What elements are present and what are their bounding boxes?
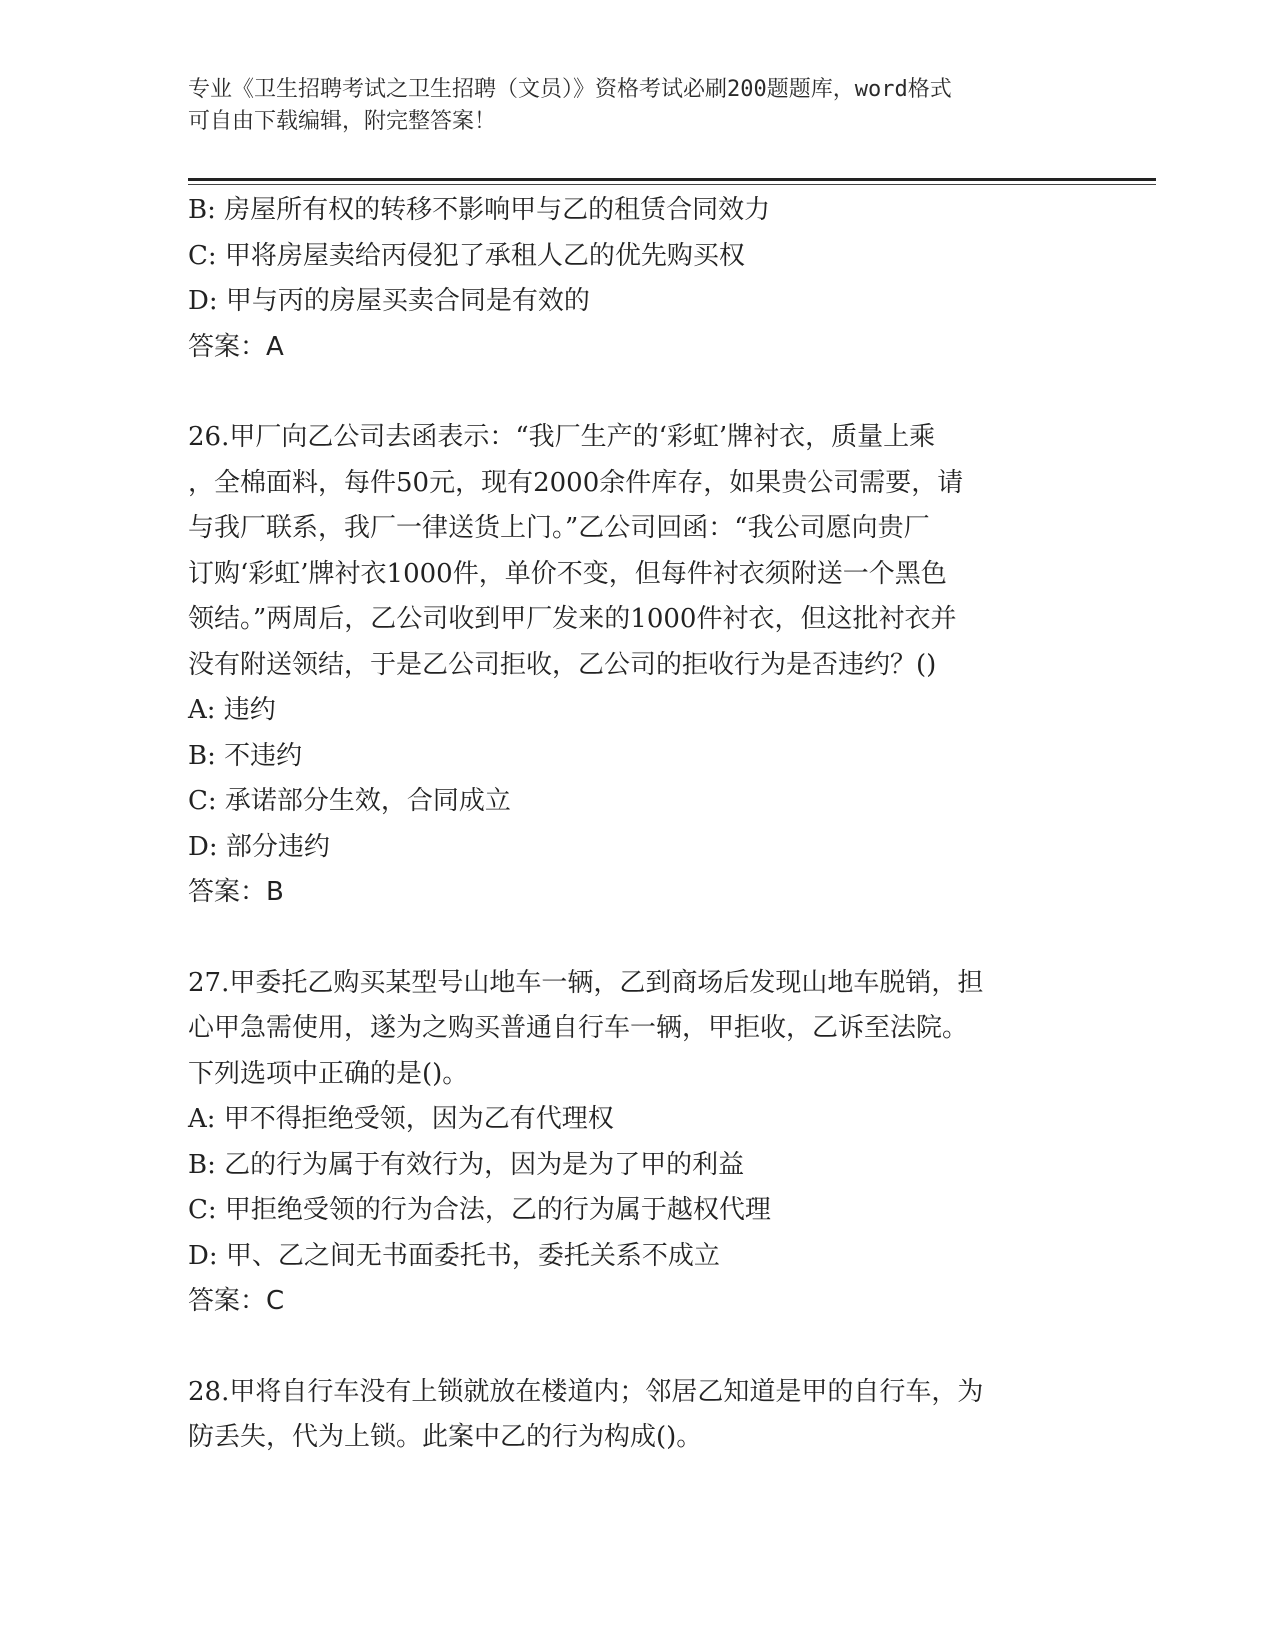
question-stem-line: 28.甲将自行车没有上锁就放在楼道内；邻居乙知道是甲的自行车，为: [188, 1376, 984, 1407]
option-d: D: 部分违约: [188, 831, 330, 862]
answer-line: 答案：C: [188, 1286, 285, 1316]
option-c: C: 甲将房屋卖给丙侵犯了承租人乙的优先购买权: [188, 240, 745, 271]
question-28: [188, 1370, 1078, 1461]
spacer: [188, 916, 1078, 961]
option-d: D: 甲与丙的房屋买卖合同是有效的: [188, 286, 590, 316]
question-stem-line: 27.甲委托乙购买某型号山地车一辆，乙到商场后发现山地车脱销，担: [188, 967, 984, 998]
document-body: [188, 188, 1078, 1461]
header-rule-thin: [188, 184, 1156, 185]
option-b: B: 房屋所有权的转移不影响甲与乙的租赁合同效力: [188, 195, 771, 225]
option-a: A: 甲不得拒绝受领，因为乙有代理权: [188, 1104, 614, 1134]
option-d: D: 甲、乙之间无书面委托书，委托关系不成立: [188, 1240, 720, 1271]
header-rule-thick: [188, 178, 1156, 181]
option-a: A: 违约: [188, 695, 276, 725]
question-stem-line: 防丢失，代为上锁。此案中乙的行为构成()。: [188, 1422, 703, 1452]
option-b: B: 不违约: [188, 740, 303, 771]
question-25-tail: [188, 188, 1078, 370]
question-stem-line: ，全棉面料，每件50元，现有2000余件库存，如果贵公司需要，请: [188, 467, 964, 498]
document-header: [188, 74, 1088, 138]
question-stem-line: 领结。”两周后，乙公司收到甲厂发来的1000件衬衣，但这批衬衣并: [188, 604, 957, 634]
option-b: B: 乙的行为属于有效行为，因为是为了甲的利益: [188, 1149, 745, 1180]
question-27: [188, 961, 1078, 1325]
answer-line: 答案：A: [188, 331, 284, 362]
question-stem-line: 没有附送领结，于是乙公司拒收，乙公司的拒收行为是否违约？(): [188, 649, 937, 680]
spacer: [188, 1325, 1078, 1370]
header-line-1: 专业《卫生招聘考试之卫生招聘（文员）》资格考试必刷200题题库，word格式: [188, 77, 952, 102]
spacer: [188, 370, 1078, 415]
answer-line: 答案：B: [188, 877, 284, 907]
question-stem-line: 下列选项中正确的是()。: [188, 1058, 469, 1089]
option-c: C: 承诺部分生效，合同成立: [188, 786, 511, 816]
question-stem-line: 与我厂联系，我厂一律送货上门。”乙公司回函：“我公司愿向贵厂: [188, 513, 930, 543]
header-line-2: 可自由下载编辑，附完整答案！: [188, 109, 497, 134]
option-c: C: 甲拒绝受领的行为合法，乙的行为属于越权代理: [188, 1195, 771, 1225]
question-26: [188, 415, 1078, 916]
question-stem-line: 心甲急需使用，遂为之购买普通自行车一辆，甲拒收，乙诉至法院。: [188, 1013, 969, 1043]
question-stem-line: 订购‘彩虹’牌衬衣1000件，单价不变，但每件衬衣须附送一个黑色: [188, 558, 947, 589]
question-stem-line: 26.甲厂向乙公司去函表示：“我厂生产的‘彩虹’牌衬衣，质量上乘: [188, 422, 936, 452]
